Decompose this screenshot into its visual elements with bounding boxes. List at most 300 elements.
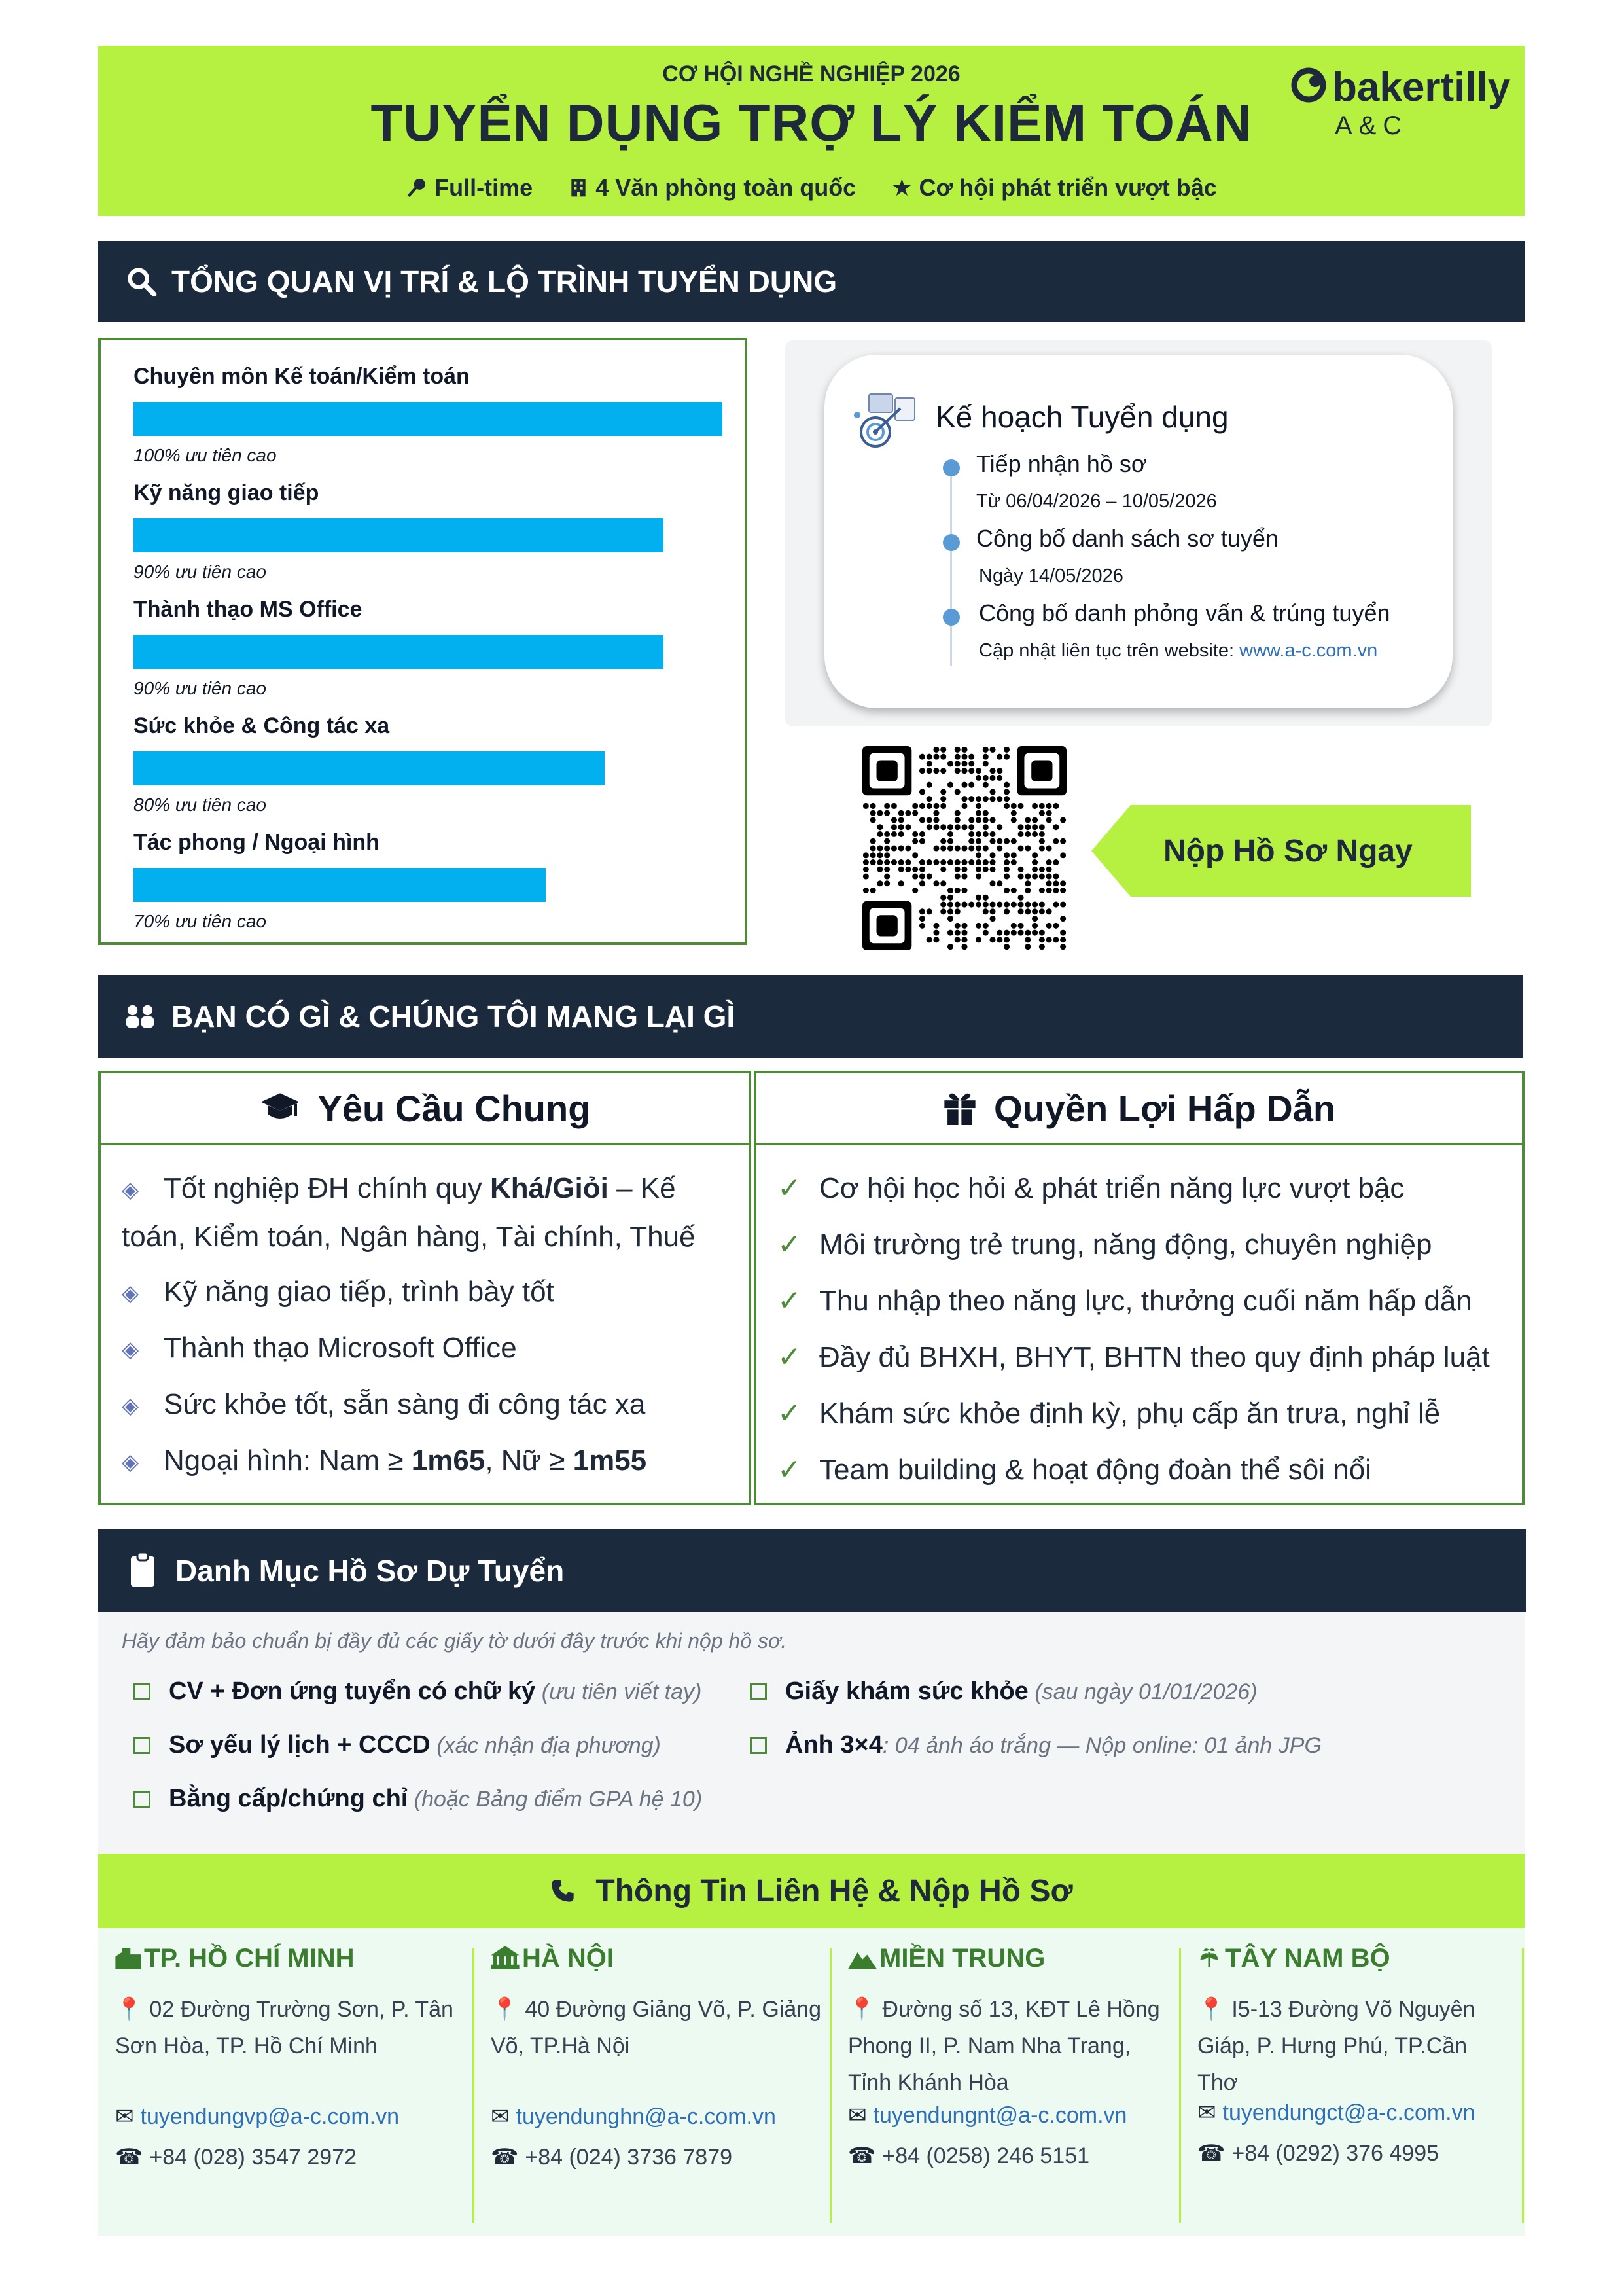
- qr-module: [1025, 817, 1031, 823]
- qr-module: [1046, 880, 1052, 886]
- qr-module: [919, 803, 925, 809]
- office-phone[interactable]: ☎ +84 (024) 3736 7879: [491, 2145, 733, 2170]
- header-subtitle: CƠ HỘI NGHỀ NGHIỆP 2026: [662, 62, 961, 86]
- qr-module: [976, 810, 981, 816]
- qr-module: [1018, 824, 1024, 830]
- qr-module: [997, 930, 1002, 936]
- qr-module: [912, 803, 918, 809]
- qr-module: [947, 902, 953, 908]
- qr-module: [947, 838, 953, 844]
- qr-module: [955, 923, 961, 929]
- qr-module: [961, 888, 967, 893]
- qr-module: [1004, 937, 1010, 942]
- qr-module: [1060, 852, 1066, 858]
- qr-module: [1039, 874, 1045, 880]
- pin-icon: [406, 177, 428, 199]
- office-hcm: [115, 1928, 475, 2236]
- qr-module: [947, 761, 953, 766]
- qr-module: [933, 880, 939, 886]
- qr-module: [976, 845, 981, 851]
- qr-finder-pattern: [1017, 746, 1067, 795]
- qr-module: [940, 838, 946, 844]
- qr-module: [877, 880, 883, 886]
- qr-module: [1018, 803, 1024, 809]
- apply-now-label: Nộp Hồ Sơ Ngay: [1163, 833, 1413, 869]
- qr-module: [947, 888, 953, 893]
- qr-finder-pattern: [862, 901, 911, 950]
- qr-module: [940, 803, 946, 809]
- qr-module: [891, 803, 897, 809]
- qr-module: [863, 888, 869, 893]
- qr-module: [997, 845, 1002, 851]
- qr-module: [968, 831, 974, 837]
- qr-module: [955, 747, 961, 753]
- office-phone[interactable]: ☎ +84 (0258) 246 5151: [848, 2144, 1090, 2168]
- qr-module: [1060, 880, 1066, 886]
- office-name: MIỀN TRUNG: [848, 1944, 1045, 1973]
- qr-module: [955, 930, 961, 936]
- skill-name: Kỹ năng giao tiếp: [133, 480, 319, 505]
- qr-module: [884, 867, 890, 872]
- meta-offices: 4 Văn phòng toàn quốc: [568, 174, 862, 201]
- qr-module: [990, 867, 996, 872]
- qr-module: [983, 775, 989, 781]
- qr-module: [919, 867, 925, 872]
- qr-module: [1060, 944, 1066, 950]
- benefit-item: ✓ Team building & hoạt động đoàn thể sôi nổi: [777, 1454, 1371, 1486]
- qr-module: [891, 824, 897, 830]
- qr-module: [905, 810, 911, 816]
- qr-module: [1032, 803, 1038, 809]
- qr-module: [877, 831, 883, 837]
- skills-panel: [98, 338, 747, 945]
- office-email[interactable]: ✉ tuyendungnt@a-c.com.vn: [848, 2103, 1127, 2128]
- skill-caption: 100% ưu tiên cao: [133, 445, 277, 465]
- qr-module: [961, 824, 967, 830]
- qr-module: [863, 859, 869, 865]
- plan-step-date: Cập nhật liên tục trên website: www.a-c.com.vn: [979, 640, 1378, 661]
- qr-module: [919, 831, 925, 837]
- qr-module: [898, 880, 904, 886]
- qr-module: [863, 803, 869, 809]
- skill-row: [133, 597, 722, 698]
- qr-module: [1011, 852, 1017, 858]
- qr-module: [898, 859, 904, 865]
- check-icon: ✓: [777, 1454, 802, 1486]
- qr-module: [1046, 888, 1052, 893]
- qr-module: [898, 831, 904, 837]
- benefit-item: ✓ Cơ hội học hỏi & phát triển năng lực vượt bậc: [777, 1172, 1405, 1204]
- qr-module: [997, 937, 1002, 942]
- qr-module: [1004, 902, 1010, 908]
- qr-module: [919, 874, 925, 880]
- qr-module: [968, 761, 974, 766]
- qr-module: [955, 845, 961, 851]
- qr-module: [898, 817, 904, 823]
- qr-module: [1046, 859, 1052, 865]
- qr-module: [1046, 874, 1052, 880]
- skill-caption: 90% ưu tiên cao: [133, 562, 266, 582]
- phone-icon: ☎: [1197, 2141, 1226, 2166]
- meta-growth: ★ Cơ hội phát triển vượt bậc: [891, 174, 1217, 201]
- qr-module: [1011, 810, 1017, 816]
- office-hanoi: [491, 1928, 838, 2236]
- qr-module: [947, 930, 953, 936]
- qr-module: [1011, 923, 1017, 929]
- qr-module: [1060, 937, 1066, 942]
- qr-module: [1039, 838, 1045, 844]
- qr-module: [1039, 888, 1045, 893]
- phone-icon: ☎: [848, 2144, 876, 2168]
- plan-step-label: Công bố danh sách sơ tuyển: [976, 525, 1279, 552]
- qr-module: [1025, 880, 1031, 886]
- qr-module: [961, 796, 967, 802]
- qr-module: [1053, 888, 1059, 893]
- checkbox[interactable]: [750, 1737, 767, 1754]
- qr-module: [919, 768, 925, 774]
- qr-module: [933, 859, 939, 865]
- office-southwest: [1197, 1928, 1518, 2236]
- qr-module: [961, 768, 967, 774]
- qr-module: [940, 747, 946, 753]
- qr-module: [1004, 852, 1010, 858]
- checkbox[interactable]: [133, 1683, 150, 1700]
- qr-module: [1046, 908, 1052, 914]
- qr-module: [1039, 803, 1045, 809]
- documents-title: Danh Mục Hồ Sơ Dự Tuyển: [175, 1553, 565, 1588]
- phone-icon: ☎: [491, 2145, 519, 2170]
- qr-module: [976, 859, 981, 865]
- office-divider: [1522, 1948, 1524, 2223]
- qr-module: [955, 937, 961, 942]
- office-phone[interactable]: ☎ +84 (028) 3547 2972: [115, 2145, 357, 2170]
- plan-step-label: Công bố danh phỏng vấn & trúng tuyển: [979, 600, 1390, 626]
- qr-module: [1053, 937, 1059, 942]
- qr-module: [940, 754, 946, 760]
- qr-module: [877, 852, 883, 858]
- qr-module: [877, 859, 883, 865]
- qr-module: [1039, 845, 1045, 851]
- qr-module: [947, 908, 953, 914]
- office-email[interactable]: ✉ tuyendunghn@a-c.com.vn: [491, 2104, 776, 2129]
- overview-section-bar: [98, 241, 1525, 322]
- qr-module: [927, 782, 932, 788]
- mail-icon: ✉: [491, 2104, 510, 2129]
- qr-module: [947, 782, 953, 788]
- qr-module: [1032, 902, 1038, 908]
- office-divider: [1179, 1948, 1181, 2223]
- qr-module: [1046, 867, 1052, 872]
- qr-module: [1018, 845, 1024, 851]
- qr-module: [990, 916, 996, 922]
- qr-module: [997, 775, 1002, 781]
- qr-module: [870, 845, 876, 851]
- qr-module: [976, 817, 981, 823]
- qr-module: [877, 824, 883, 830]
- contact-offices: [98, 1928, 1525, 2236]
- checkbox[interactable]: [133, 1791, 150, 1808]
- header-banner: [98, 46, 1525, 216]
- qr-module: [933, 845, 939, 851]
- qr-module: [1032, 874, 1038, 880]
- qr-module: [1018, 930, 1024, 936]
- qr-module: [1032, 831, 1038, 837]
- diamond-bullet-icon: ◈: [122, 1393, 139, 1419]
- clipboard-icon: [130, 1551, 156, 1588]
- qr-module: [1004, 874, 1010, 880]
- document-item[interactable]: Ảnh 3×4: 04 ảnh áo trắng — Nộp online: 01 ảnh JPG: [750, 1731, 1322, 1759]
- plan-title: Kế hoạch Tuyển dụng: [936, 400, 1229, 434]
- qr-module: [983, 845, 989, 851]
- checkbox[interactable]: [133, 1737, 150, 1754]
- office-email[interactable]: ✉ tuyendungct@a-c.com.vn: [1197, 2100, 1475, 2125]
- qr-module: [1018, 895, 1024, 901]
- qr-module: [870, 888, 876, 893]
- qr-module: [1018, 831, 1024, 837]
- qr-module: [940, 895, 946, 901]
- qr-module: [870, 859, 876, 865]
- qr-module: [1011, 859, 1017, 865]
- qr-module: [933, 754, 939, 760]
- qr-module: [990, 768, 996, 774]
- website-link[interactable]: www.a-c.com.vn: [1239, 640, 1378, 661]
- qr-module: [955, 824, 961, 830]
- qr-module: [1039, 902, 1045, 908]
- qr-module: [940, 789, 946, 795]
- qr-module: [1032, 852, 1038, 858]
- qr-module: [1060, 838, 1066, 844]
- qr-module: [961, 859, 967, 865]
- skill-caption: 80% ưu tiên cao: [133, 795, 266, 815]
- qr-module: [1018, 923, 1024, 929]
- qr-module: [997, 902, 1002, 908]
- qr-module: [976, 874, 981, 880]
- qr-module: [1032, 908, 1038, 914]
- qr-module: [1039, 930, 1045, 936]
- pin-icon: 📍: [115, 1997, 143, 2022]
- qr-module: [877, 810, 883, 816]
- qr-module: [940, 880, 946, 886]
- qr-module: [955, 761, 961, 766]
- qr-module: [968, 796, 974, 802]
- qr-module: [933, 810, 939, 816]
- qr-module: [990, 775, 996, 781]
- qr-module: [1004, 888, 1010, 893]
- qr-module: [1032, 867, 1038, 872]
- check-icon: ✓: [777, 1229, 802, 1261]
- skill-bar: [133, 402, 722, 436]
- qr-module: [961, 930, 967, 936]
- document-item[interactable]: CV + Đơn ứng tuyển có chữ ký (ưu tiên viết tay): [133, 1677, 701, 1706]
- qr-module: [947, 859, 953, 865]
- qr-module: [997, 824, 1002, 830]
- overview-title: TỔNG QUAN VỊ TRÍ & LỘ TRÌNH TUYỂN DỤNG: [171, 264, 838, 298]
- qr-module: [912, 852, 918, 858]
- qr-module: [955, 768, 961, 774]
- qr-module: [990, 859, 996, 865]
- document-item[interactable]: Sơ yếu lý lịch + CCCD (xác nhận địa phương): [133, 1731, 661, 1759]
- qr-module: [927, 803, 932, 809]
- qr-module: [955, 867, 961, 872]
- qr-module: [983, 810, 989, 816]
- meta-fulltime: Full-time: [406, 174, 539, 201]
- building-icon: [115, 1946, 141, 1969]
- qr-module: [884, 803, 890, 809]
- qr-module: [1011, 930, 1017, 936]
- qr-module: [1053, 803, 1059, 809]
- qr-module: [905, 845, 911, 851]
- qr-module: [976, 867, 981, 872]
- qr-module: [912, 810, 918, 816]
- qr-module: [1025, 888, 1031, 893]
- qr-module: [933, 930, 939, 936]
- diamond-bullet-icon: ◈: [122, 1337, 139, 1363]
- qr-module: [912, 888, 918, 893]
- qr-module: [1039, 944, 1045, 950]
- qr-module: [1004, 803, 1010, 809]
- diamond-bullet-icon: ◈: [122, 1450, 139, 1475]
- qr-module: [1004, 867, 1010, 872]
- qr-module: [1004, 789, 1010, 795]
- qr-module: [884, 874, 890, 880]
- qr-module: [968, 902, 974, 908]
- check-icon: ✓: [777, 1172, 802, 1204]
- office-name: HÀ NỘI: [491, 1944, 614, 1973]
- qr-module: [968, 754, 974, 760]
- skill-bar: [133, 751, 605, 785]
- office-phone[interactable]: ☎ +84 (0292) 376 4995: [1197, 2141, 1439, 2166]
- qr-module: [1025, 930, 1031, 936]
- document-item[interactable]: Giấy khám sức khỏe (sau ngày 01/01/2026): [750, 1677, 1258, 1706]
- pin-icon: 📍: [491, 1997, 519, 2022]
- qr-module: [1025, 944, 1031, 950]
- qr-module: [983, 796, 989, 802]
- qr-module: [961, 803, 967, 809]
- target-icon: [849, 389, 921, 454]
- mountain-icon: [848, 1947, 877, 1969]
- qr-module: [919, 789, 925, 795]
- qr-module: [940, 796, 946, 802]
- qr-module: [961, 902, 967, 908]
- plan-step-date: Từ 06/04/2026 – 10/05/2026: [976, 491, 1217, 512]
- qr-module: [1025, 908, 1031, 914]
- diamond-bullet-icon: ◈: [122, 1281, 139, 1306]
- qr-module: [919, 817, 925, 823]
- qr-module: [990, 796, 996, 802]
- qr-module: [884, 880, 890, 886]
- qr-module: [997, 768, 1002, 774]
- qr-module: [990, 789, 996, 795]
- qr-module: [870, 810, 876, 816]
- qr-module: [947, 824, 953, 830]
- skill-row: [133, 830, 722, 931]
- plan-card-wrap: [785, 340, 1492, 726]
- qr-module: [927, 796, 932, 802]
- pin-icon: 📍: [848, 1997, 876, 2022]
- qr-module: [1025, 874, 1031, 880]
- qr-module: [1025, 824, 1031, 830]
- qr-module: [983, 908, 989, 914]
- skill-caption: 70% ưu tiên cao: [133, 911, 266, 931]
- qr-module: [1039, 867, 1045, 872]
- qr-module: [1053, 838, 1059, 844]
- qr-module: [961, 944, 967, 950]
- qr-module: [990, 817, 996, 823]
- qr-module: [961, 937, 967, 942]
- qr-module: [1060, 916, 1066, 922]
- qr-module: [983, 747, 989, 753]
- qr-module: [912, 867, 918, 872]
- qr-module: [961, 747, 967, 753]
- plan-step-label: Tiếp nhận hồ sơ: [976, 450, 1147, 477]
- apply-now-button[interactable]: [1091, 805, 1471, 897]
- qr-module: [990, 747, 996, 753]
- qr-module: [968, 859, 974, 865]
- qr-module: [919, 880, 925, 886]
- qr-module: [912, 838, 918, 844]
- header-meta: [98, 174, 1525, 202]
- qr-module: [891, 817, 897, 823]
- qr-module: [919, 908, 925, 914]
- qr-module: [884, 831, 890, 837]
- check-icon: ✓: [777, 1285, 802, 1317]
- qr-module: [1053, 859, 1059, 865]
- qr-finder-pattern: [862, 746, 911, 795]
- qr-module: [891, 845, 897, 851]
- phone-icon: [550, 1876, 576, 1905]
- benefit-item: ✓ Khám sức khỏe định kỳ, phụ cấp ăn trưa, nghỉ lễ: [777, 1397, 1441, 1429]
- qr-module: [919, 838, 925, 844]
- qr-module: [955, 859, 961, 865]
- qr-module: [1011, 902, 1017, 908]
- office-name: TP. HỒ CHÍ MINH: [115, 1944, 355, 1973]
- qr-module: [933, 803, 939, 809]
- qr-module: [1004, 747, 1010, 753]
- document-item[interactable]: Bằng cấp/chứng chỉ (hoặc Bảng điểm GPA hệ 10): [133, 1785, 702, 1813]
- qr-module: [983, 902, 989, 908]
- qr-module: [940, 768, 946, 774]
- logo-mark-icon: [1289, 64, 1331, 106]
- qr-module: [1039, 824, 1045, 830]
- qr-module: [968, 782, 974, 788]
- qr-module: [863, 874, 869, 880]
- qr-module: [976, 775, 981, 781]
- qr-module: [940, 845, 946, 851]
- checkbox[interactable]: [750, 1683, 767, 1700]
- qr-module: [912, 874, 918, 880]
- requirements-header: Yêu Cầu Chung: [101, 1073, 749, 1145]
- qr-module: [961, 845, 967, 851]
- skill-name: Chuyên môn Kế toán/Kiểm toán: [133, 364, 470, 389]
- office-email[interactable]: ✉ tuyendungvp@a-c.com.vn: [115, 2104, 399, 2129]
- qr-code[interactable]: [862, 746, 1067, 950]
- office-address: 📍 Đường số 13, KĐT Lê Hồng Phong II, P. Nam Nha Trang, Tỉnh Khánh Hòa: [848, 1997, 1160, 2095]
- qr-module: [870, 852, 876, 858]
- qr-module: [961, 923, 967, 929]
- qr-module: [927, 824, 932, 830]
- qr-module: [976, 902, 981, 908]
- qr-module: [1053, 923, 1059, 929]
- qr-module: [947, 831, 953, 837]
- qr-module: [1011, 817, 1017, 823]
- qr-module: [1053, 824, 1059, 830]
- skill-row: [133, 713, 722, 815]
- qr-module: [1011, 838, 1017, 844]
- offer-title: BẠN CÓ GÌ & CHÚNG TÔI MANG LẠI GÌ: [171, 999, 735, 1033]
- mail-icon: ✉: [848, 2103, 867, 2128]
- plan-step-date: Ngày 14/05/2026: [979, 565, 1123, 586]
- requirement-item: ◈ Kỹ năng giao tiếp, trình bày tốt: [122, 1268, 776, 1317]
